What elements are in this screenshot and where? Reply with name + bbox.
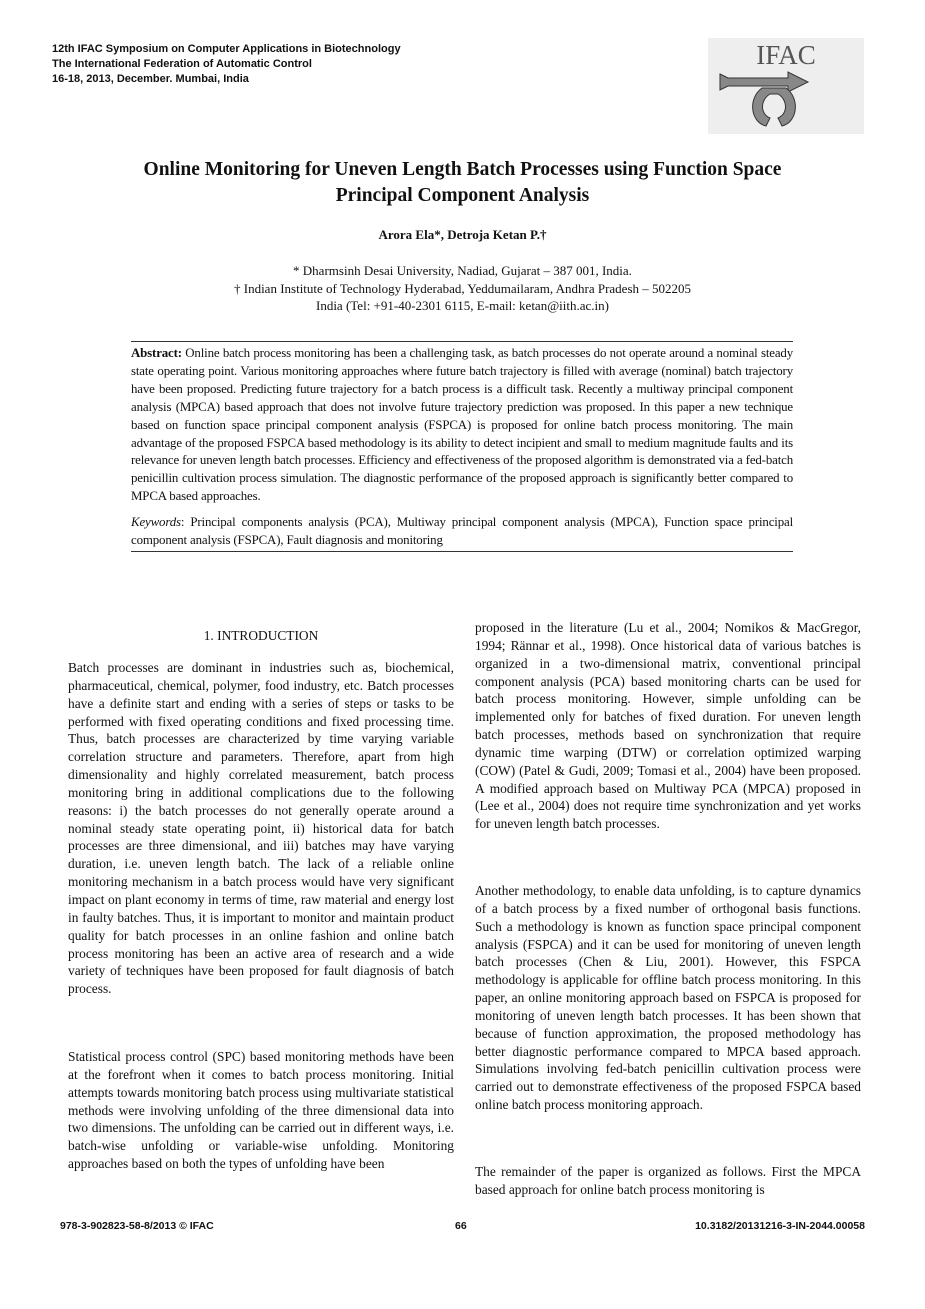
abstract bbox=[131, 342, 793, 506]
keywords-label: Keywords bbox=[131, 515, 181, 530]
paragraph: Statistical process control (SPC) based monitoring methods have been at the forefront when it comes to batch process monitoring. Initial attempts towards monitoring batch process using multivariate statistical methods were involving unfolding of the three dimensional data into two dimensions. The unfolding can be carried out in different ways, i.e. batch-wise unfolding or variable-wise unfolding. Monitoring approaches based on both the types of unfolding have been bbox=[68, 1049, 454, 1172]
affiliations bbox=[0, 262, 925, 315]
keywords bbox=[131, 514, 793, 550]
paragraph: The remainder of the paper is organized as follows. First the MPCA based approach for online batch process monitoring is bbox=[475, 1164, 861, 1197]
right-column-2 bbox=[475, 882, 861, 1114]
abstract-label: Abstract: bbox=[131, 346, 182, 360]
header-line: The International Federation of Automatic Control bbox=[52, 58, 312, 70]
affiliation-line: * Dharmsinh Desai University, Nadiad, Gujarat – 387 001, India. bbox=[293, 263, 632, 278]
affiliation-line: † Indian Institute of Technology Hyderabad, Yeddumailaram, Andhra Pradesh – 502205 bbox=[233, 280, 691, 296]
logo-text: IFAC bbox=[756, 40, 816, 70]
abstract-bottom-rule bbox=[131, 551, 793, 552]
authors: Arora Ela*, Detroja Ketan P.† bbox=[378, 227, 547, 242]
right-column-3 bbox=[475, 1163, 861, 1199]
keywords-text: : Principal components analysis (PCA), Multiway principal component analysis (MPCA), Function space principal component analysis (FSPCA), Fault diagnosis and monitoring bbox=[131, 515, 793, 548]
left-column-2 bbox=[68, 1048, 454, 1173]
paragraph: Another methodology, to enable data unfolding, is to capture dynamics of a batch process by a fixed number of orthogonal basis functions. Such a methodology is known as function space principal component analysis (FSPCA) and it can be used for monitoring of uneven length batch processes (Chen & Liu, 2001). However, this FSPCA methodology is applicable for offline batch process monitoring. In this paper, an online monitoring approach based on FSPCA is proposed for monitoring of uneven length batch processes. It has been shown that because of function approximation, the proposed methodology has better diagnostic performance compared to MPCA based approach. Simulations involving fed-batch penicillin cultivation process were carried out to demonstrate effectiveness of the proposed FSPCA based online batch process monitoring approach. bbox=[475, 883, 861, 1113]
header-line: 16-18, 2013, December. Mumbai, India bbox=[52, 73, 249, 85]
section-heading: 1. INTRODUCTION bbox=[203, 628, 319, 643]
abstract-text: Online batch process monitoring has been a challenging task, as batch processes do not operate around a nominal steady state operating point. Various monitoring approaches where future batch trajectory is filled with average (nominal) batch trajectory have been proposed. Predicting future trajectory for a batch process is a difficult task. Recently a multiway principal component analysis (MPCA) based approach that does not involve future trajectory prediction was proposed. In this paper a new technique based on function space principal component analysis (FSPCA) is proposed for online batch process monitoring. The main advantage of the proposed FSPCA based methodology is its ability to detect incipient and small to medium magnitude faults and its relevance for uneven length batch processes. Efficiency and effectiveness of the proposed algorithm is demonstrated via a fed-batch penicillin cultivation process simulation. The diagnostic performance of the proposed approach is significantly better compared to MPCA based approaches. bbox=[131, 346, 793, 504]
footer-page-number: 66 bbox=[455, 1220, 467, 1232]
right-column bbox=[475, 619, 861, 833]
conference-header bbox=[52, 42, 401, 87]
ifac-logo bbox=[708, 38, 864, 134]
abstract-box bbox=[131, 341, 793, 552]
paragraph: Batch processes are dominant in industries such as, biochemical, pharmaceutical, chemical, polymer, food industry, etc. Batch processes have a definite start and ending with a series of steps or tasks to be performed with fixed operating conditions and fixed processing time. Thus, batch processes are characterized by time varying variable correlation structure and parameters. Therefore, apart from high dimensionality and highly correlated measurement, batch process monitoring bring in additional complications due to the following reasons: i) the batch processes do not generally operate around a nominal steady state operating point, ii) historical data for batch processes are three dimensional, and iii) batches may have varying duration, i.e. uneven length batch. The lack of a reliable online monitoring mechanism in a batch process would have very significant impact on plant economy in terms of time, raw material and energy lost in faulty batches. Thus, it is important to monitor and maintain product quality for batch processes in an online fashion and online batch process monitoring has been an active area of research and a wide variety of techniques have been proposed for fault diagnosis of batch process. bbox=[68, 660, 454, 997]
paragraph: proposed in the literature (Lu et al., 2004; Nomikos & MacGregor, 1994; Rännar et al., 1998). Once historical data of various batches is organized in a two-dimensional matrix, conventional principal component analysis (PCA) based monitoring charts can be used for batch process monitoring. However, simple unfolding can be implemented only for batches of fixed duration. For uneven length batch processes, methods based on synchronization that require dynamic time warping (DTW) or correlation optimized warping (COW) (Patel & Gudi, 2009; Tomasi et al., 2004) have been proposed. A modified approach based on Multiway PCA (MPCA) proposed in (Lee et al., 2004) does not require time synchronization and yet works for uneven length batch processes. bbox=[475, 620, 861, 832]
left-column bbox=[68, 659, 454, 998]
paper-title bbox=[60, 157, 865, 209]
header-line: 12th IFAC Symposium on Computer Applications in Biotechnology bbox=[52, 43, 401, 55]
title-line: Principal Component Analysis bbox=[335, 185, 590, 206]
affiliation-line: India (Tel: +91-40-2301 6115, E-mail: ketan@iith.ac.in) bbox=[315, 298, 609, 314]
footer-isbn: 978-3-902823-58-8/2013 © IFAC bbox=[60, 1220, 214, 1232]
title-line: Online Monitoring for Uneven Length Batch Processes using Function Space bbox=[143, 159, 782, 180]
footer-doi: 10.3182/20131216-3-IN-2044.00058 bbox=[695, 1220, 865, 1232]
